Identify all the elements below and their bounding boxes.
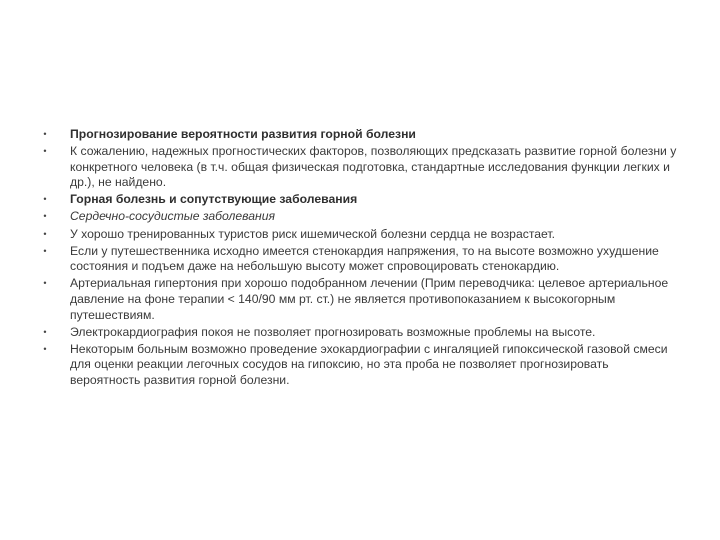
bullet-text: Горная болезнь и сопутствующие заболевания xyxy=(70,192,358,207)
bullet-text: Сердечно-сосудистые заболевания xyxy=(70,209,276,224)
bullet-text: Прогнозирование вероятности развития горной болезни xyxy=(70,127,416,141)
bullet-item-heading-prognosis xyxy=(40,127,680,143)
bullet-text: Если у путешественника исходно имеется стенокардия напряжения, то на высоте возможно ухудшение состояния и подъем даже на небольшую высоту может спровоцировать стенокардию. xyxy=(70,243,659,274)
bullet-dot-icon: • xyxy=(43,146,47,157)
bullet-dot-icon: • xyxy=(43,228,47,239)
bullet-text: Артериальная гипертония при хорошо подобранном лечении (Прим переводчика: целевое артериальное давление на фоне терапии < 140/90 мм рт. ст.) не является противопоказанием к высокогорным путешествиям. xyxy=(70,276,669,322)
bullet-list xyxy=(40,127,680,390)
bullet-item-angina xyxy=(40,244,680,275)
bullet-dot-icon: • xyxy=(43,343,47,354)
bullet-text: Некоторым больным возможно проведение эхокардиографии с ингаляцией гипоксической газовой смеси для оценки реакции легочных сосудов на гипоксию, но эта проба не позволяет прогнозировать вероятность развития горной болезни. xyxy=(70,341,668,387)
bullet-item-echocardiography xyxy=(40,342,680,389)
bullet-text: Электрокардиография покоя не позволяет прогнозировать возможные проблемы на высоте. xyxy=(70,324,596,339)
bullet-dot-icon: • xyxy=(43,129,47,139)
bullet-item-subheading-cardiovascular xyxy=(40,209,680,225)
bullet-item-heading-comorbidities xyxy=(40,192,680,208)
bullet-dot-icon: • xyxy=(43,211,47,222)
bullet-item-hypertension xyxy=(40,276,680,323)
bullet-text: У хорошо тренированных туристов риск ишемической болезни сердца не возрастает. xyxy=(70,226,556,241)
bullet-item-ecg xyxy=(40,325,680,341)
bullet-item-no-predictors xyxy=(40,144,680,191)
bullet-item-trained-tourists xyxy=(40,227,680,243)
bullet-text: К сожалению, надежных прогностических факторов, позволяющих предсказать развитие горной болезни у конкретного человека (в т.ч. общая физическая подготовка, стандартные исследования функции легких и др.), не найдено. xyxy=(70,144,677,190)
bullet-dot-icon: • xyxy=(43,278,47,289)
bullet-dot-icon: • xyxy=(43,326,47,337)
bullet-dot-icon: • xyxy=(43,245,47,256)
bullet-dot-icon: • xyxy=(43,194,47,205)
